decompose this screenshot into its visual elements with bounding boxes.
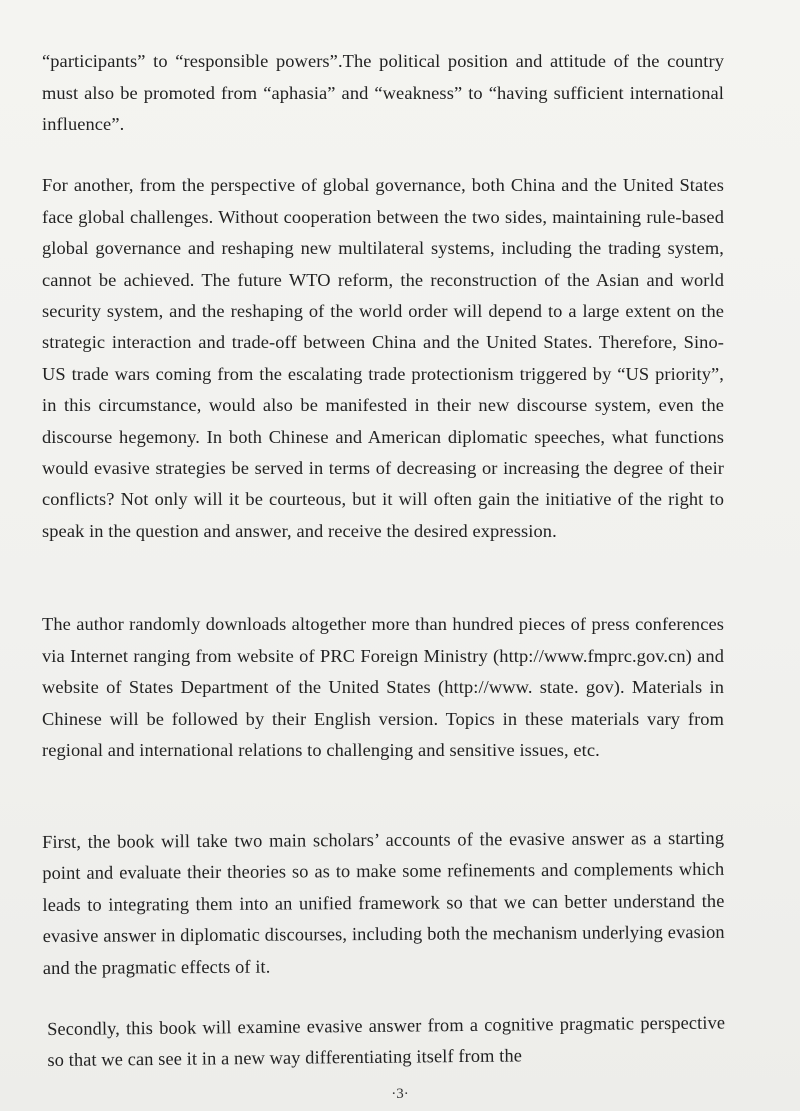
paragraph-first: First, the book will take two main scholars’ accounts of the evasive answer as a starting point and evaluate their theories so as to make some refinements and complements which leads to integrating them into an unified framework so that we can better understand the evasive answer in diplomatic discourses, including both the mechanism underlying evasion and the pragmatic effects of it. [42,828,725,979]
paragraph-participants: “participants” to “responsible powers”.The political position and attitude of the country must also be promoted from “aphasia” and “weakness” to “having sufficient international influence”. [42,51,724,135]
paragraph-secondly: Secondly, this book will examine evasive answer from a cognitive pragmatic perspective so that we can see it in a new way differentiating itself from the [47,1012,726,1071]
paragraph-global-governance: For another, from the perspective of global governance, both China and the United States face global challenges. Without cooperation between the two sides, maintaining rule-based global governance and reshaping new multilateral systems, including the trading system, cannot be achieved. The future WTO reform, the reconstruction of the Asian and world security system, and the reshaping of the world order will depend to a large extent on the strategic interaction and trade-off between China and the United States. Therefore, Sino-US trade wars coming from the escalating trade protectionism triggered by “US priority”, in this circumstance, would also be manifested in their new discourse system, even the discourse hegemony. In both Chinese and American diplomatic speeches, what functions would evasive strategies be served in terms of decreasing or increasing the degree of their conflicts? Not only will it be courteous, but it will often gain the initiative of the right to speak in the question and answer, and receive the desired expression. [42,175,724,541]
paragraph-materials: The author randomly downloads altogether more than hundred pieces of press conferences via Internet ranging from website of PRC Foreign Ministry (http://www.fmprc.gov.cn) and website of States Department of the United States (http://www. state. gov). Materials in Chinese will be followed by their English version. Topics in these materials vary from regional and international relations to challenging and sensitive issues, etc. [42,614,724,761]
page-number: ·3· [391,1086,409,1102]
